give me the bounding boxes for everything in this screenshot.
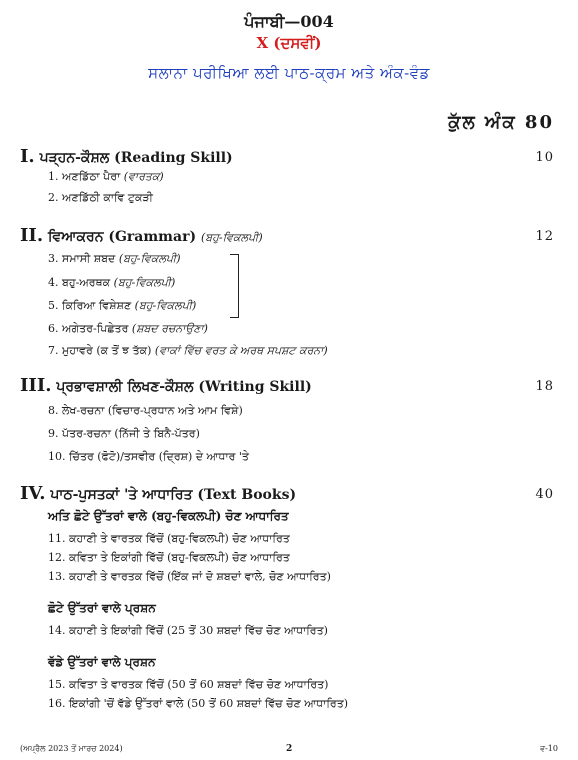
subgroup-heading: ਛੋਟੇ ਉੱਤਰਾਂ ਵਾਲੇ ਪ੍ਰਸ਼ਨ [48,601,156,615]
item-text: ਸਮਾਸੀ ਸ਼ਬਦ [62,252,116,265]
section-title: ਪ੍ਰਭਾਵਸ਼ਾਲੀ ਲਿਖਣ-ਕੌਸ਼ਲ (Writing Skill) [56,379,312,395]
item-text: ਅਣਡਿੱਠਾ ਪੈਰਾ [62,170,121,183]
list-item [48,170,164,184]
section-heading [20,375,558,396]
section-marks: 12 [535,229,554,244]
item-text: ਕਹਾਣੀ ਤੇ ਵਾਰਤਕ ਵਿੱਚੋਂ (ਬਹੁ-ਵਿਕਲਪੀ) ਚੋਣ ਆਧਾਰਿਤ [69,532,290,545]
item-number: 16. [48,697,66,710]
section-heading [20,225,558,246]
section-marks: 40 [535,487,554,502]
list-item [48,322,208,336]
item-number: 15. [48,678,66,691]
grouping-bracket [230,254,239,318]
item-number: 4. [48,276,59,289]
subgroup-heading: ਅਤਿ ਛੋਟੇ ਉੱਤਰਾਂ ਵਾਲੇ (ਬਹੁ-ਵਿਕਲਪੀ) ਚੋਣ ਆਧਾਰਿਤ [48,509,289,523]
section-numeral: III. [20,375,52,396]
item-text: ਕਵਿਤਾ ਤੇ ਵਾਰਤਕ ਵਿੱਚੋਂ (50 ਤੋਂ 60 ਸ਼ਬਦਾਂ ਵਿੱਚ ਚੋਣ ਆਧਾਰਿਤ) [69,678,329,691]
section-title: ਪਾਠ-ਪੁਸਤਕਾਂ 'ਤੇ ਆਧਾਰਿਤ (Text Books) [50,487,297,503]
item-text: ਪੱਤਰ-ਰਚਨਾ (ਨਿੱਜੀ ਤੇ ਬਿਨੈ-ਪੱਤਰ) [62,427,200,440]
item-number: 5. [48,299,59,312]
list-item [48,532,290,546]
subject-code: ਪੰਜਾਬੀ—004 [244,12,334,31]
section-heading [20,483,558,504]
list-item [48,697,348,711]
item-text: ਅਗੇਤਰ-ਪਿਛੇਤਰ [62,322,129,335]
item-number: 7. [48,344,59,357]
total-marks: ਕੁੱਲ ਅੰਕ 80 [448,112,554,133]
item-number: 12. [48,551,66,564]
list-item [48,252,181,266]
list-item [48,570,331,584]
list-item [48,551,290,565]
list-item [48,299,196,313]
item-number: 6. [48,322,59,335]
item-note: (ਬਹੁ-ਵਿਕਲਪੀ) [113,276,176,289]
list-item [48,191,153,205]
section-marks: 18 [535,379,554,394]
section-numeral: I. [20,146,35,167]
item-number: 14. [48,624,66,637]
item-note: (ਬਹੁ-ਵਿਕਲਪੀ) [134,299,197,312]
item-note: (ਵਾਰਤਕ) [123,170,164,183]
section-note: (ਬਹੁ-ਵਿਕਲਪੀ) [200,231,263,244]
class-label: X (ਦਸਵੀਂ) [256,34,322,52]
page-number: 2 [286,744,293,754]
item-text: ਕਹਾਣੀ ਤੇ ਵਾਰਤਕ ਵਿੱਚੋਂ (ਇੱਕ ਜਾਂ ਦੋ ਸ਼ਬਦਾਂ ਵਾਲੇ, ਚੋਣ ਆਧਾਰਿਤ) [69,570,331,583]
item-text: ਮੁਹਾਵਰੇ (ਕ ਤੋਂ ਝ ਤੱਕ) [62,344,152,357]
item-text: ਕਹਾਣੀ ਤੇ ਇਕਾਂਗੀ ਵਿੱਚੋਂ (25 ਤੋਂ 30 ਸ਼ਬਦਾਂ ਵਿੱਚ ਚੋਣ ਆਧਾਰਿਤ) [69,624,328,637]
item-text: ਕਿਰਿਆ ਵਿਸ਼ੇਸ਼ਣ [62,299,132,312]
item-number: 3. [48,252,59,265]
section-numeral: II. [20,225,44,246]
list-item [48,276,175,290]
footer-code: ਵ-10 [540,744,558,753]
item-number: 2. [48,191,59,204]
item-text: ਚਿੱਤਰ (ਫੋਟੋ)/ਤਸਵੀਰ (ਦ੍ਰਿਸ਼) ਦੇ ਆਧਾਰ 'ਤੇ [69,450,249,463]
item-text: ਬਹੁ-ਅਰਥਕ [62,276,111,289]
page-title: ਸਲਾਨਾ ਪਰੀਖਿਆ ਲਈ ਪਾਠ-ਕ੍ਰਮ ਅਤੇ ਅੰਕ-ਵੰਡ [148,64,430,82]
item-text: ਕਵਿਤਾ ਤੇ ਇਕਾਂਗੀ ਵਿੱਚੋਂ (ਬਹੁ-ਵਿਕਲਪੀ) ਚੋਣ ਆਧਾਰਿਤ [69,551,290,564]
list-item [48,678,328,692]
section-numeral: IV. [20,483,46,504]
section-title: ਪੜ੍ਹਨ-ਕੌਸ਼ਲ (Reading Skill) [39,150,233,166]
item-text: ਇਕਾਂਗੀ 'ਚੋਂ ਵੱਡੇ ਉੱਤਰਾਂ ਵਾਲੇ (50 ਤੋਂ 60 ਸ਼ਬਦਾਂ ਵਿੱਚ ਚੋਣ ਆਧਾਰਿਤ) [69,697,349,710]
item-note: (ਵਾਕਾਂ ਵਿੱਚ ਵਰਤ ਕੇ ਅਰਥ ਸਪਸ਼ਟ ਕਰਨਾ) [154,344,328,357]
item-number: 1. [48,170,59,183]
subgroup-heading: ਵੱਡੇ ਉੱਤਰਾਂ ਵਾਲੇ ਪ੍ਰਸ਼ਨ [48,655,156,669]
item-number: 10. [48,450,66,463]
item-note: (ਸ਼ਬਦ ਰਚਨਾਉਣਾ) [131,322,208,335]
item-note: (ਬਹੁ-ਵਿਕਲਪੀ) [118,252,181,265]
list-item [48,404,243,418]
section-marks: 10 [535,150,554,165]
footer-session: (ਅਪ੍ਰੈਲ 2023 ਤੋਂ ਮਾਰਚ 2024) [20,744,123,753]
item-number: 9. [48,427,59,440]
list-item [48,344,328,358]
list-item [48,450,249,464]
item-number: 8. [48,404,59,417]
list-item [48,427,200,441]
section-title: ਵਿਆਕਰਨ (Grammar) [47,229,197,245]
item-number: 11. [48,532,66,545]
section-heading [20,146,558,167]
item-number: 13. [48,570,66,583]
item-text: ਅਣਡਿੱਠੀ ਕਾਵਿ ਟੁਕੜੀ [62,191,153,204]
item-text: ਲੇਖ-ਰਚਨਾ (ਵਿਚਾਰ-ਪ੍ਰਧਾਨ ਅਤੇ ਆਮ ਵਿਸ਼ੇ) [62,404,243,417]
list-item [48,624,328,638]
